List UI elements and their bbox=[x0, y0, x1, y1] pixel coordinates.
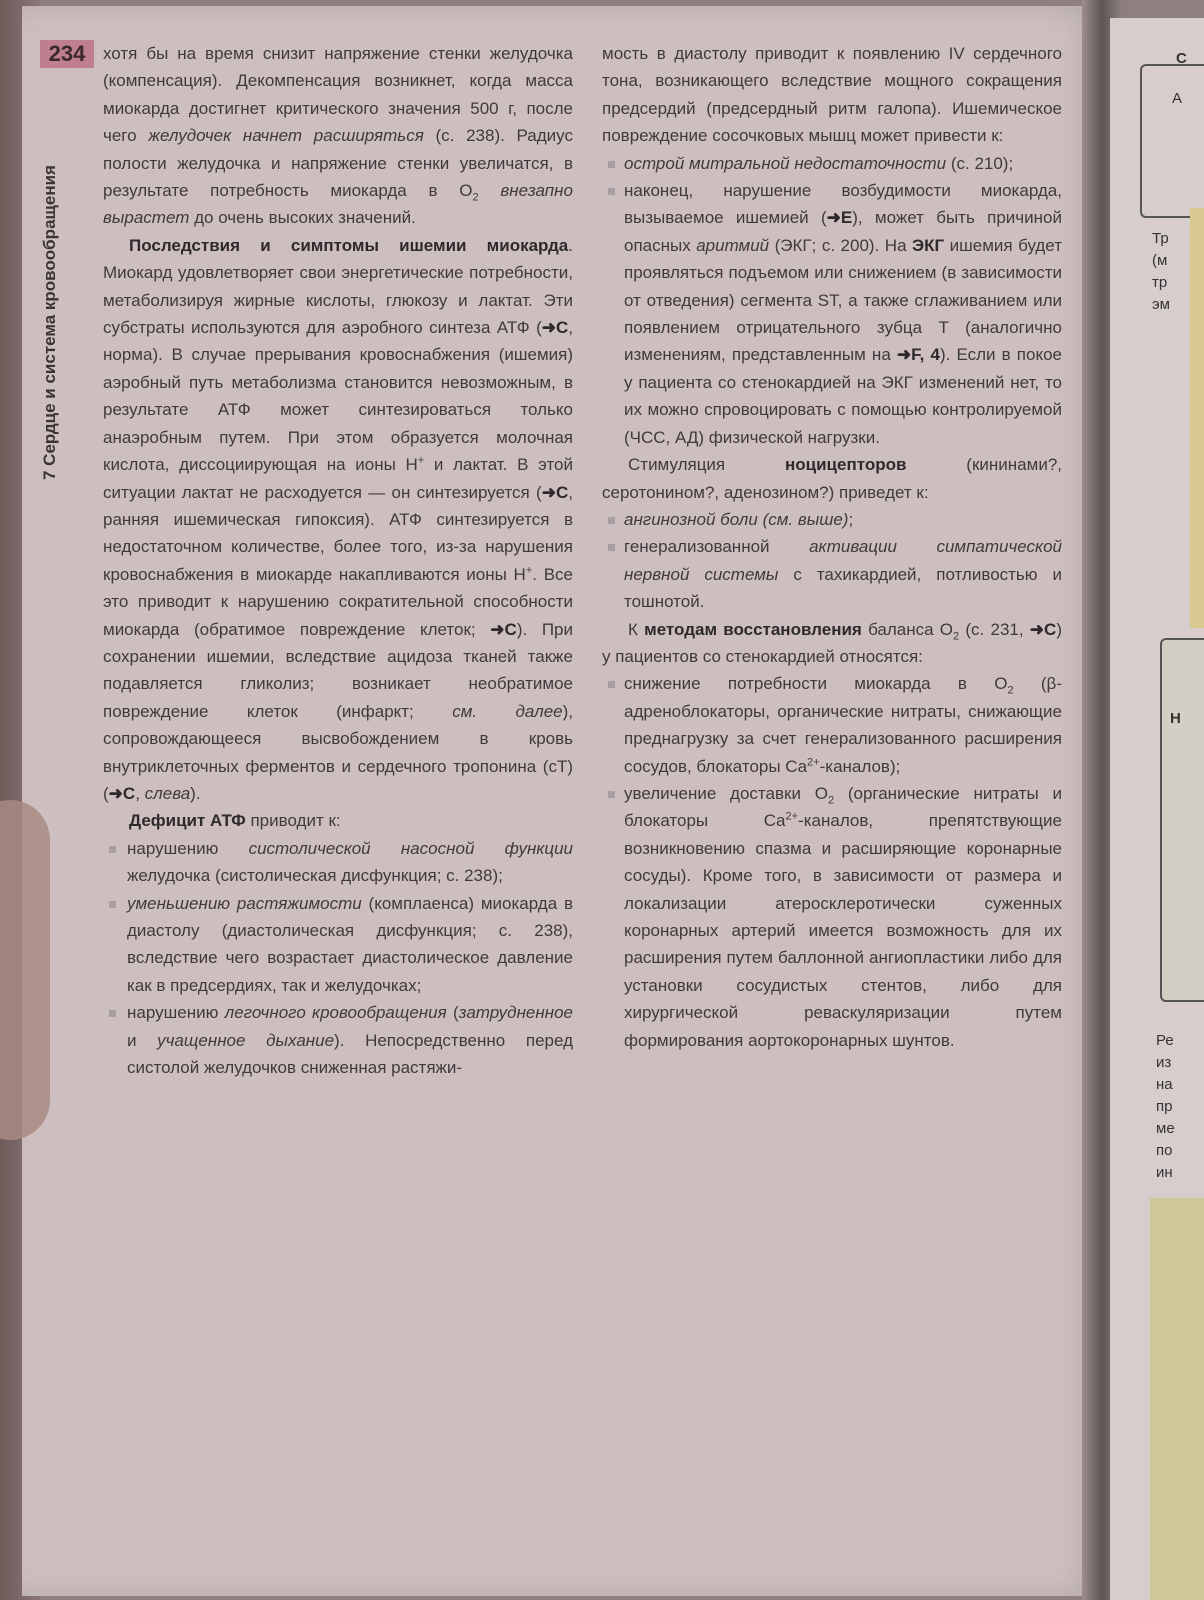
next-page-highlight bbox=[1190, 208, 1204, 628]
next-page-fragment: С bbox=[1176, 50, 1187, 67]
next-page-fragment: ин bbox=[1156, 1164, 1173, 1181]
next-page-highlight bbox=[1150, 1198, 1204, 1600]
list-item: генерализованной активации симпатической нервной системы с тахикардией, потливостью и тошнотой. bbox=[602, 533, 1062, 615]
next-page-fragment: А bbox=[1172, 90, 1183, 107]
list-item: наконец, нарушение возбудимости миокарда, вызываемое ишемией (➜E), может быть причиной опасных аритмий (ЭКГ; с. 200). На ЭКГ ишемия будет проявляться подъемом или снижением (в зависимости от отведения) сегмента ST, а также сглаживанием или появлением отрицательного зубца T (аналогично изменениям, представленным на ➜F, 4). Если в покое у пациента со стенокардией на ЭКГ изменений нет, то их можно спровоцировать с помощью контролируемой (ЧСС, АД) физической нагрузки. bbox=[602, 177, 1062, 451]
next-page-fragment: Н bbox=[1170, 710, 1181, 727]
bullet-list bbox=[602, 150, 1062, 451]
paragraph: Дефицит АТФ приводит к: bbox=[129, 811, 341, 831]
right-column bbox=[602, 40, 1062, 1054]
list-item: увеличение доставки $O_2$ (органические нитраты и блокаторы $Ca^{2+}$-каналов, препятствующие возникновению спазма и расширяющие коронарные сосуды). Кроме того, в зависимости от размера и локализации атеросклеротически суженных коронарных артерий имеется возможность для их расширения путем баллонной ангиопластики либо для установки сосудистых стентов, либо для хирургической реваскуляризации путем формирования аортокоронарных шунтов. bbox=[602, 780, 1062, 1054]
list-item: ангинозной боли (см. выше); bbox=[602, 506, 1062, 533]
list-item: острой митральной недостаточности (с. 210); bbox=[602, 150, 1062, 177]
next-page-box bbox=[1160, 638, 1204, 1002]
next-page-fragment: ме bbox=[1156, 1120, 1175, 1137]
thumb bbox=[0, 800, 50, 1140]
page-number: 234 bbox=[40, 40, 94, 68]
next-page-fragment: Тр bbox=[1152, 230, 1169, 247]
next-page-fragment: на bbox=[1156, 1076, 1173, 1093]
paragraph: К методам восстановления баланса $O_2$ (с. 231, ➜C) у пациентов со стенокардией относятся: bbox=[602, 619, 1062, 666]
next-page-fragment: из bbox=[1156, 1054, 1172, 1071]
bullet-list bbox=[602, 506, 1062, 616]
list-item: нарушению систолической насосной функции желудочка (систолическая дисфункция; с. 238); bbox=[103, 835, 573, 890]
paragraph: Последствия и симптомы ишемии миокарда. Миокард удовлетворяет свои энергетические потребности, метаболизируя жирные кислоты, глюкозу и лактат. Эти субстраты используются для аэробного синтеза АТФ (➜C, норма). В случае прерывания кровоснабжения (ишемия) аэробный путь метаболизма становится невозможным, в результате АТФ может синтезироваться только анаэробным путем. При этом образуется молочная кислота, диссоциирующая на ионы H+ и лактат. В этой ситуации лактат не расходуется — он синтезируется (➜C, ранняя ишемическая гипоксия). АТФ синтезируется в недостаточном количестве, более того, из-за нарушения кровоснабжения в миокарде накапливаются ионы H+. Все это приводит к нарушению сократительной способности миокарда (обратимое повреждение клеток; ➜C). При сохранении ишемии, вследствие ацидоза тканей также подавляется гликолиз; возникает необратимое повреждение клеток (инфаркт; см. далее), сопровождающееся высвобождением в кровь внутриклеточных ферментов и сердечного тропонина (сТ) (➜C, слева). bbox=[103, 235, 574, 803]
next-page-fragment: тр bbox=[1152, 274, 1168, 291]
paragraph: Стимуляция ноцицепторов (кининами?, серотонином?, аденозином?) приведет к: bbox=[602, 455, 1062, 502]
next-page-fragment: эм bbox=[1152, 296, 1170, 313]
bullet-list bbox=[602, 670, 1062, 1054]
left-column bbox=[103, 40, 573, 1081]
list-item: снижение потребности миокарда в $O_2$ (β-адреноблокаторы, органические нитраты, снижающие преднагрузку за счет генерализованного расширения сосудов, блокаторы $Ca^{2+}-каналов$); bbox=[602, 670, 1062, 780]
running-head: 7 Сердце и система кровообращения bbox=[40, 165, 59, 480]
next-page-fragment: Ре bbox=[1156, 1032, 1174, 1049]
bullet-list bbox=[103, 835, 573, 1082]
list-item: нарушению легочного кровообращения (затрудненное и учащенное дыхание). Непосредственно перед систолой желудочков сниженная растяжи- bbox=[103, 999, 573, 1081]
next-page-fragment: по bbox=[1156, 1142, 1173, 1159]
paragraph: хотя бы на время снизит напряжение стенки желудочка (компенсация). Декомпенсация возникнет, когда масса миокарда достигнет критического значения 500 г, после чего желудочек начнет расширяться (с. 238). Радиус полости желудочка и напряжение стенки увеличатся, в результате потребность миокарда в $O_2$ внезапно вырастет до очень высоких значений. bbox=[103, 44, 573, 228]
section-heading: Последствия и симптомы ишемии миокарда bbox=[129, 235, 569, 255]
list-item: уменьшению растяжимости (комплаенса) миокарда в диастолу (диастолическая дисфункция; с. 238), вследствие чего возрастает диастолическое давление как в предсердиях, так и желудочках; bbox=[103, 890, 573, 1000]
section-heading: Дефицит АТФ bbox=[129, 811, 246, 831]
next-page-fragment: (м bbox=[1152, 252, 1168, 269]
paragraph: мость в диастолу приводит к появлению IV сердечного тона, возникающего вследствие мощного сокращения предсердий (предсердный ритм галопа). Ишемическое повреждение сосочковых мышц может привести к: bbox=[602, 44, 1062, 146]
next-page-edge bbox=[1110, 18, 1204, 1600]
next-page-fragment: пр bbox=[1156, 1098, 1173, 1115]
